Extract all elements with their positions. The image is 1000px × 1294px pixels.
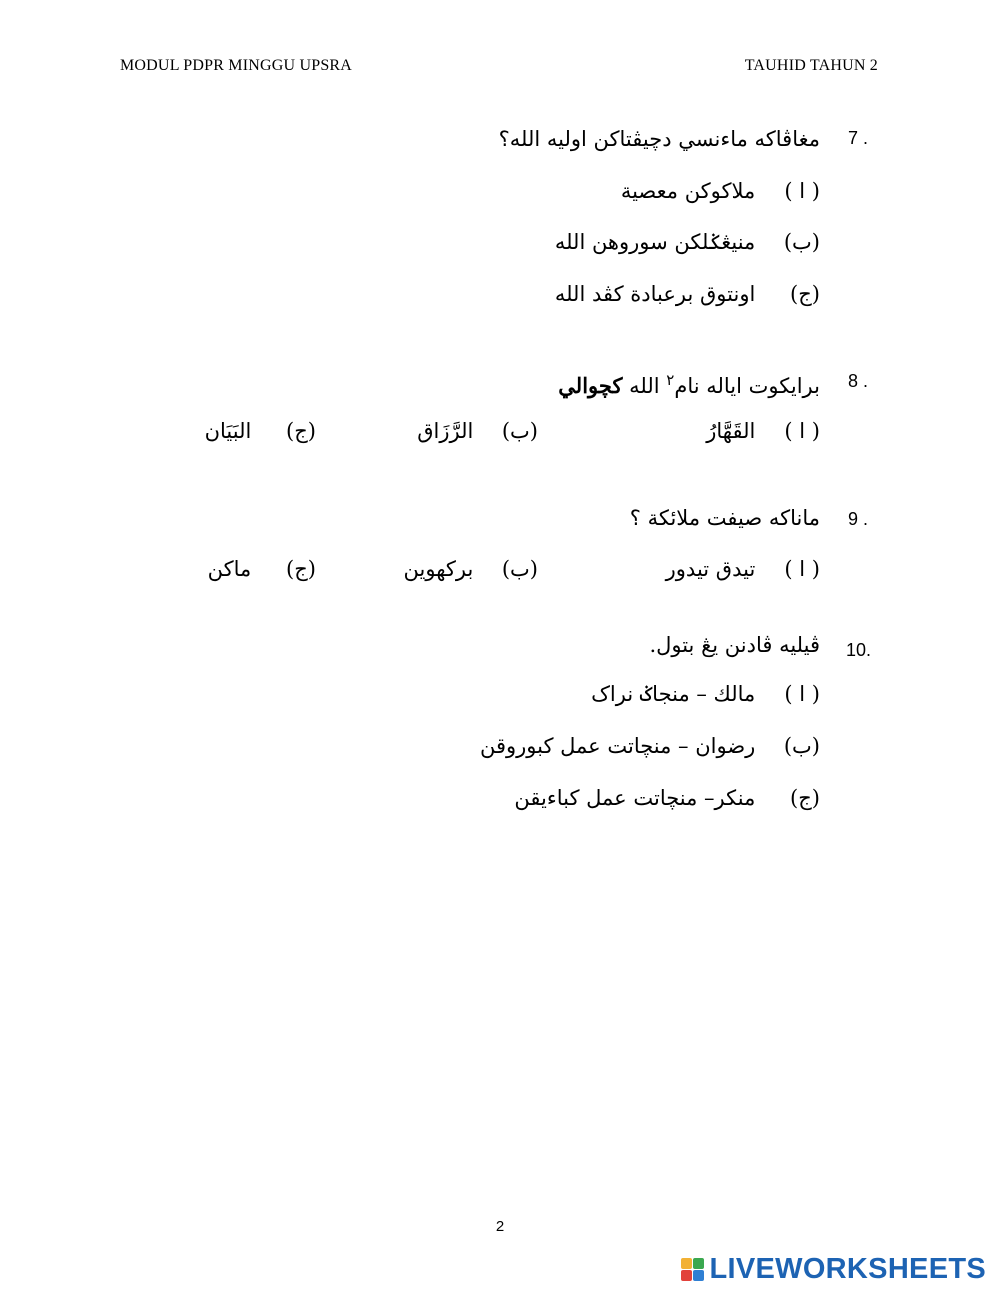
option-text: مالك – منجاݢ نراک	[591, 682, 756, 706]
question-7-option-c[interactable]	[555, 279, 820, 309]
question-10-number: .10	[846, 640, 872, 660]
question-7-option-b[interactable]	[555, 227, 820, 257]
header-left: MODUL PDPR MINGGU UPSRA	[120, 57, 353, 74]
question-8-option-a[interactable]	[706, 416, 820, 446]
option-label: ( ا )	[784, 419, 820, 443]
question-8-text-superscript: ٢	[666, 371, 675, 389]
page-number: 2	[495, 1218, 505, 1235]
option-text: ماكن	[207, 557, 252, 581]
option-label: (ج)	[790, 786, 820, 810]
icon-tile	[681, 1270, 692, 1281]
question-9-option-b[interactable]	[404, 554, 538, 584]
option-text: اونتوق برعبادة كڤد الله	[554, 282, 756, 306]
question-8-text-tail: الله	[629, 374, 660, 398]
option-label: (ج)	[790, 282, 820, 306]
question-8-text-bold: كچوالي	[558, 373, 623, 398]
liveworksheets-icon	[681, 1258, 704, 1281]
question-7-number: 7 .	[848, 128, 869, 148]
option-label: (ب)	[783, 230, 820, 254]
question-8-text-main: برايكوت اياله نام	[674, 374, 820, 398]
header-right: TAUHID TAHUN 2	[744, 57, 878, 74]
question-9-option-a[interactable]	[666, 554, 820, 584]
icon-tile	[681, 1258, 692, 1269]
option-label: (ج)	[286, 557, 316, 581]
question-7-option-a[interactable]	[621, 176, 820, 206]
option-text: القَهَّارُ	[706, 419, 756, 443]
option-label: (ج)	[286, 419, 316, 443]
question-8-option-c[interactable]	[205, 416, 316, 446]
option-label: ( ا )	[784, 557, 820, 581]
option-text: تيدق تيدور	[665, 557, 756, 581]
question-9-option-c[interactable]	[208, 554, 316, 584]
option-text: منيڠݢلكن سوروهن الله	[554, 230, 756, 254]
question-10-option-c[interactable]	[514, 783, 820, 813]
option-label: ( ا )	[784, 682, 820, 706]
question-9-text: ماناكه صيفت ملائكة ؟	[629, 506, 820, 530]
question-7-text: مغاڤاكه ماءنسي دچيڤتاكن اوليه الله؟	[498, 127, 820, 151]
icon-tile	[693, 1258, 704, 1269]
liveworksheets-logo[interactable]	[681, 1252, 987, 1286]
option-text: ملاكوكن معصية	[620, 179, 756, 203]
question-8-number: 8 .	[848, 371, 869, 391]
question-10-option-a[interactable]	[591, 679, 820, 709]
liveworksheets-wordmark: LIVEWORKSHEETS	[709, 1252, 986, 1285]
option-text: رضوان – منچاتت عمل كبوروقن	[479, 734, 756, 758]
icon-tile	[693, 1270, 704, 1281]
question-10-option-b[interactable]	[480, 731, 820, 761]
option-label: (ب)	[501, 419, 538, 443]
option-text: الرَّزَاق	[417, 419, 474, 443]
question-10-text: ڤيليه ڤادنن يڠ بتول.	[649, 633, 820, 657]
option-text: منكر– منچاتت عمل كباءيقن	[514, 786, 756, 810]
question-8-option-b[interactable]	[417, 416, 538, 446]
question-8-text	[558, 365, 820, 401]
option-text: البَيَان	[204, 419, 252, 443]
option-text: بركهوين	[403, 557, 474, 581]
option-label: (ب)	[501, 557, 538, 581]
option-label: ( ا )	[784, 179, 820, 203]
option-label: (ب)	[783, 734, 820, 758]
question-9-number: 9 .	[848, 509, 869, 529]
